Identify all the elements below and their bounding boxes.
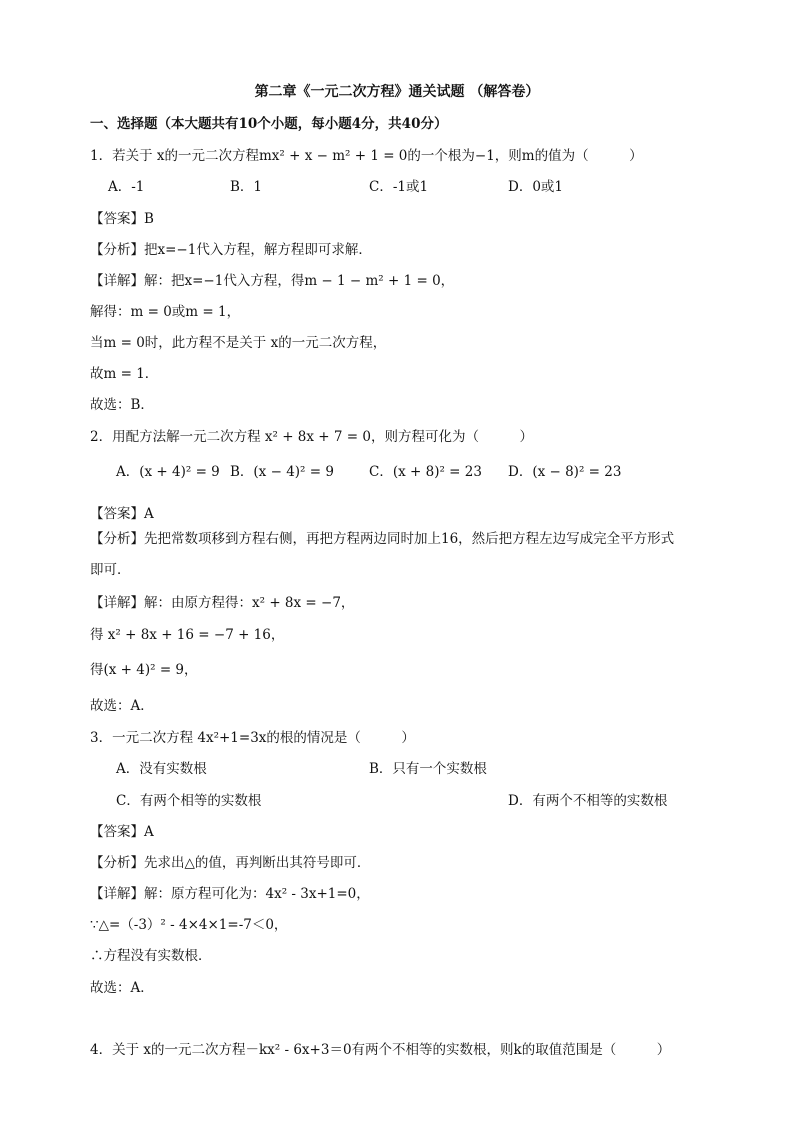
q2-option-d: D．(x − 8)² = 23 — [508, 464, 622, 480]
q3-analysis: 【分析】先求出△的值，再判断出其符号即可． — [90, 855, 371, 871]
q3-option-b: B．只有一个实数根 — [369, 761, 487, 777]
q1-detail-line: 当m = 0时，此方程不是关于 x的一元二次方程， — [90, 335, 387, 351]
q3-answer: 【答案】A — [90, 824, 154, 840]
section-heading: 一、选择题（本大题共有10个小题，每小题4分，共40分） — [90, 116, 448, 132]
q1-detail-line: 故m = 1． — [90, 366, 159, 382]
question-4-stem: 4．关于 x的一元二次方程－kx² - 6x+3＝0有两个不相等的实数根，则k的取值范围是（ ） — [90, 1042, 671, 1058]
q2-option-c: C．(x + 8)² = 23 — [369, 464, 482, 480]
q3-option-a: A．没有实数根 — [116, 761, 207, 777]
q3-detail-line: ∵△=（-3）² - 4×4×1=-7＜0， — [90, 917, 288, 933]
q1-option-d: D．0或1 — [508, 179, 564, 195]
q2-option-b: B．(x − 4)² = 9 — [230, 464, 334, 480]
q2-answer: 【答案】A — [90, 506, 154, 522]
q1-detail-line: 【详解】解：把x=−1代入方程，得m − 1 − m² + 1 = 0， — [90, 273, 455, 289]
q1-option-a: A．-1 — [108, 179, 145, 195]
question-2-stem: 2．用配方法解一元二次方程 x² + 8x + 7 = 0，则方程可化为（ ） — [90, 429, 533, 445]
q1-answer: 【答案】B — [90, 211, 154, 227]
q1-detail-line: 故选：B． — [90, 397, 154, 413]
q2-analysis-line: 即可． — [90, 562, 131, 578]
q1-detail-line: 解得：m = 0或m = 1， — [90, 304, 241, 320]
q2-detail-line: 得(x + 4)² = 9， — [90, 662, 198, 678]
q2-analysis-line: 【分析】先把常数项移到方程右侧，再把方程两边同时加上16，然后把方程左边写成完全平方形式 — [90, 531, 675, 547]
q1-option-b: B．1 — [230, 179, 263, 195]
question-1-stem: 1．若关于 x的一元二次方程mx² + x − m² + 1 = 0的一个根为−1，则m的值为（ ） — [90, 148, 643, 164]
q2-detail-line: 得 x² + 8x + 16 = −7 + 16， — [90, 627, 285, 643]
q3-detail-line: 故选：A． — [90, 980, 154, 996]
q3-option-c: C．有两个相等的实数根 — [116, 793, 262, 809]
document-title: 第二章《一元二次方程》通关试题 （解答卷） — [254, 84, 540, 100]
q2-option-a: A．(x + 4)² = 9 — [116, 464, 220, 480]
q2-detail-line: 故选：A． — [90, 698, 154, 714]
q3-detail-line: 【详解】解：原方程可化为：4x² - 3x+1=0， — [90, 886, 370, 902]
q2-detail-line: 【详解】解：由原方程得：x² + 8x = −7， — [90, 595, 355, 611]
q1-analysis: 【分析】把x=−1代入方程，解方程即可求解． — [90, 242, 372, 258]
q3-option-d: D．有两个不相等的实数根 — [508, 793, 668, 809]
q3-detail-line: ∴方程没有实数根． — [90, 948, 212, 964]
question-3-stem: 3．一元二次方程 4x²+1=3x的根的情况是（ ） — [90, 730, 415, 746]
q1-option-c: C．-1或1 — [369, 179, 429, 195]
